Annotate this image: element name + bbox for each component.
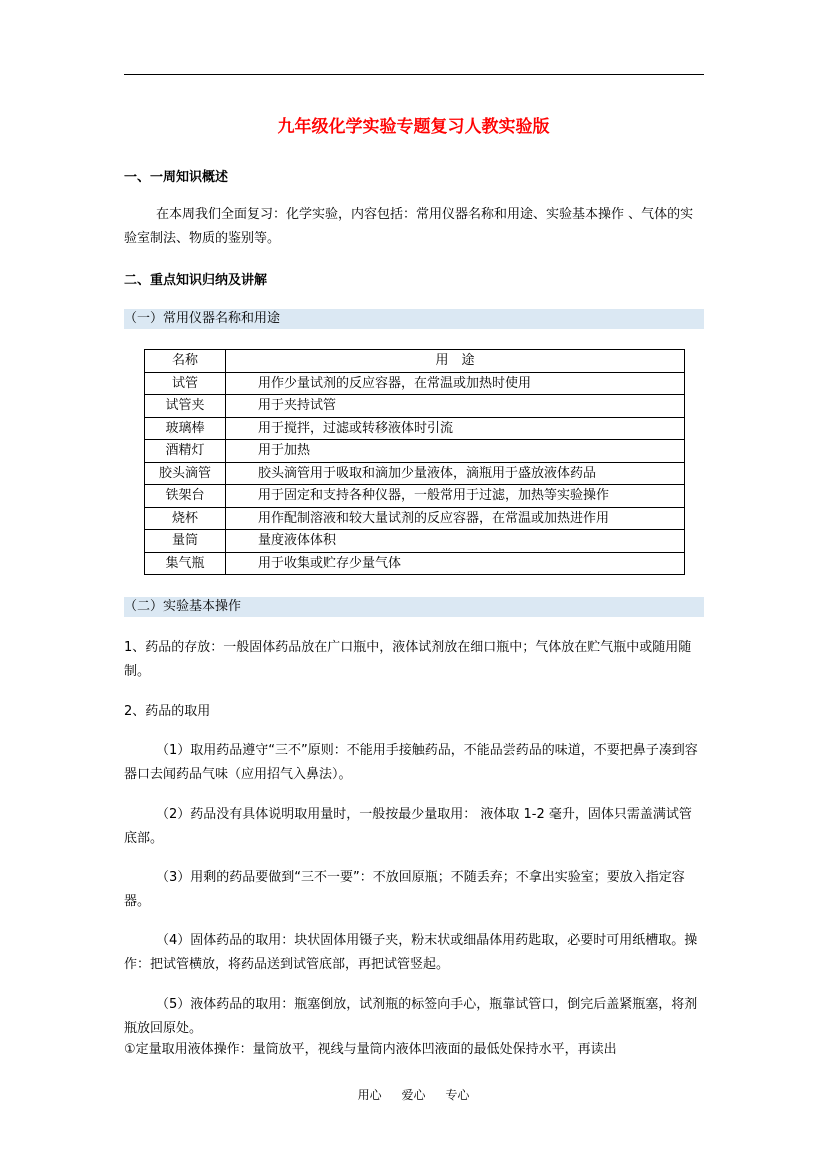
ops-paragraph-3: （1）取用药品遵守“三不”原则：不能用手接触药品，不能品尝药品的味道，不要把鼻子凑到容器口去闻药品气味（应用招气入鼻法）。 xyxy=(124,743,698,782)
page-footer xyxy=(0,1086,827,1103)
table-row xyxy=(145,462,685,485)
table-cell-name: 量筒 xyxy=(145,530,226,553)
table-row xyxy=(145,372,685,395)
table-cell-use: 用于搅拌，过滤或转移液体时引流 xyxy=(226,417,685,440)
footer-text-1: 用心 xyxy=(357,1088,382,1102)
table-cell-name: 酒精灯 xyxy=(145,440,226,463)
ops-paragraph-2: 2、药品的取用 xyxy=(124,704,211,719)
instrument-table xyxy=(144,349,685,575)
table-cell-use: 用于收集或贮存少量气体 xyxy=(226,552,685,575)
table-row xyxy=(145,530,685,553)
table-cell-use: 用于夹持试管 xyxy=(226,395,685,418)
ops-paragraph-6: （4）固体药品的取用：块状固体用镊子夹，粉末状或细晶体用药匙取，必要时可用纸槽取。操作：把试管横放，将药品送到试管底部，再把试管竖起。 xyxy=(124,933,698,972)
table-row xyxy=(145,417,685,440)
table-cell-use: 胶头滴管用于吸取和滴加少量液体，滴瓶用于盛放液体药品 xyxy=(226,462,685,485)
ops-paragraph-1: 1、药品的存放：一般固体药品放在广口瓶中，液体试剂放在细口瓶中；气体放在贮气瓶中或随用随制。 xyxy=(124,640,692,679)
table-cell-use: 用于加热 xyxy=(226,440,685,463)
sub2-heading: （二）实验基本操作 xyxy=(124,597,704,617)
ops-paragraph-4: （2）药品没有具体说明取用量时，一般按最少量取用： 液体取 1-2 毫升，固体只需盖满试管底部。 xyxy=(124,807,692,846)
sub1-heading: （一）常用仪器名称和用途 xyxy=(124,309,704,329)
table-cell-use: 用作配制溶液和较大量试剂的反应容器，在常温或加热进作用 xyxy=(226,507,685,530)
table-cell-use: 量度液体体积 xyxy=(226,530,685,553)
table-cell-use: 用于固定和支持各种仪器，一般常用于过滤，加热等实验操作 xyxy=(226,485,685,508)
table-cell-name: 胶头滴管 xyxy=(145,462,226,485)
table-row xyxy=(145,485,685,508)
table-cell-use: 用作少量试剂的反应容器，在常温或加热时使用 xyxy=(226,372,685,395)
section2-heading: 二、重点知识归纳及讲解 xyxy=(124,273,268,288)
page-title: 九年级化学实验专题复习人教实验版 xyxy=(277,117,550,137)
table-cell-name: 集气瓶 xyxy=(145,552,226,575)
ops-paragraph-7: （5）液体药品的取用：瓶塞倒放，试剂瓶的标签向手心，瓶靠试管口，倒完后盖紧瓶塞，将剂瓶放回原处。 xyxy=(124,997,698,1036)
table-cell-name: 玻璃棒 xyxy=(145,417,226,440)
table-row xyxy=(145,395,685,418)
footer-text-2: 爱心 xyxy=(401,1088,426,1102)
table-cell-name: 试管夹 xyxy=(145,395,226,418)
table-row xyxy=(145,552,685,575)
ops-paragraph-8: ①定量取用液体操作：量筒放平，视线与量筒内液体凹液面的最低处保持水平，再读出 xyxy=(124,1042,617,1057)
table-cell-name: 试管 xyxy=(145,372,226,395)
table-header-use: 用 途 xyxy=(226,350,685,373)
table-cell-name: 铁架台 xyxy=(145,485,226,508)
table-row xyxy=(145,440,685,463)
table-header-name: 名称 xyxy=(145,350,226,373)
header-rule xyxy=(124,74,704,75)
section1-body: 在本周我们全面复习：化学实验，内容包括：常用仪器名称和用途、实验基本操作 、气体的实验室制法、物质的鉴别等。 xyxy=(124,207,694,246)
table-row xyxy=(145,507,685,530)
ops-paragraph-5: （3）用剩的药品要做到“三不一要”：不放回原瓶；不随丢弃；不拿出实验室；要放入指定容器。 xyxy=(124,870,685,909)
table-header-row xyxy=(145,350,685,373)
footer-text-3: 专心 xyxy=(445,1088,470,1102)
section1-heading: 一、一周知识概述 xyxy=(124,170,229,185)
table-cell-name: 烧杯 xyxy=(145,507,226,530)
